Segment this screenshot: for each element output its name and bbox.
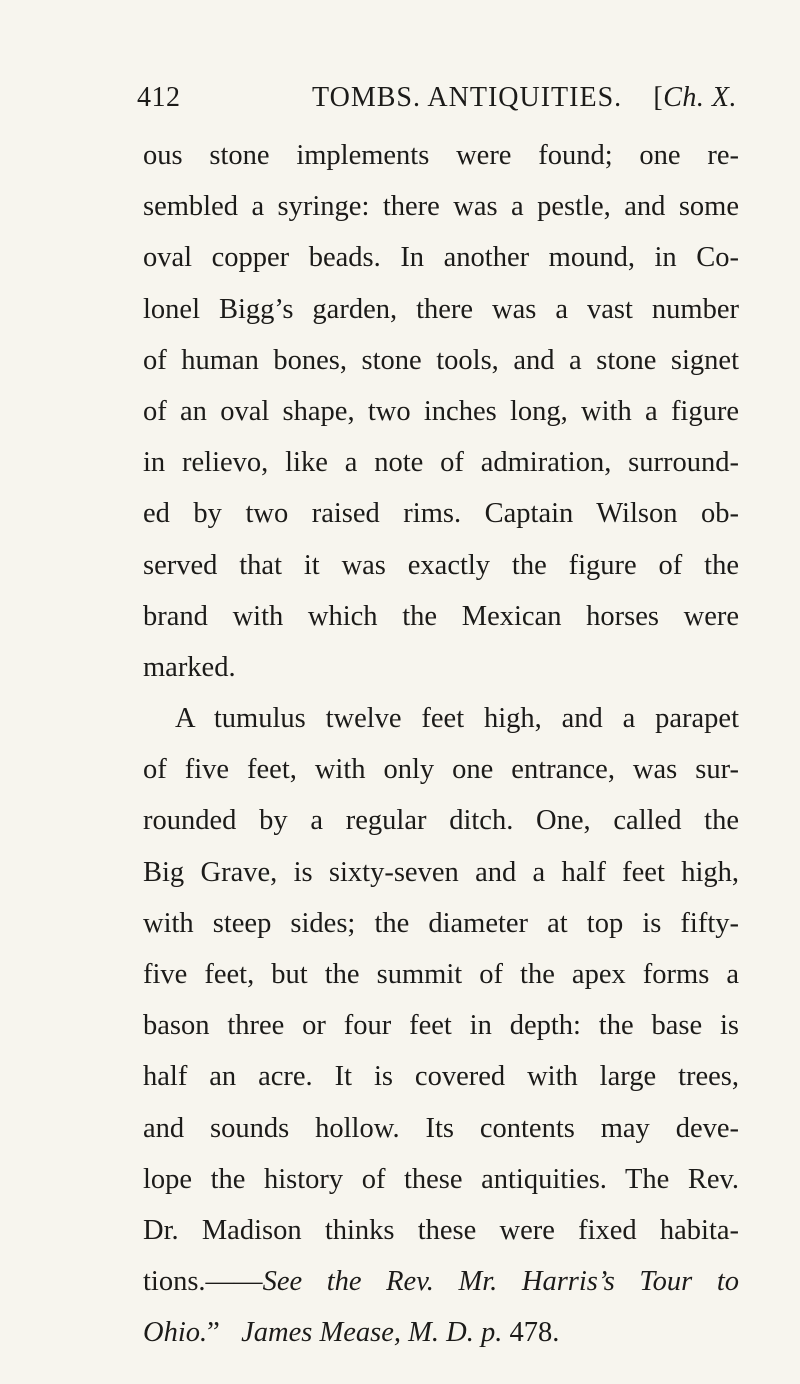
text-line: half an acre. It is covered with large trees, <box>143 1061 739 1093</box>
text-line: oval copper beads. In another mound, in Co- <box>143 242 739 274</box>
citation-lead: tions.—— <box>143 1266 263 1298</box>
text-line: Big Grave, is sixty-seven and a half feet high, <box>143 856 739 888</box>
text-line: sembled a syringe: there was a pestle, and some <box>143 191 739 223</box>
text-line: lope the history of these antiquities. The Rev. <box>143 1163 739 1195</box>
text-line: rounded by a regular ditch. One, called the <box>143 805 739 837</box>
citation-title: Ohio. <box>143 1317 208 1349</box>
text-line: bason three or four feet in depth: the base is <box>143 1010 739 1042</box>
chapter-label: Ch. X. <box>663 82 737 113</box>
running-title: TOMBS. ANTIQUITIES. <box>312 82 623 113</box>
text-line: ed by two raised rims. Captain Wilson ob- <box>143 498 739 530</box>
citation-reference: See the Rev. Mr. Harris’s Tour to <box>262 1266 739 1298</box>
text-line: five feet, but the summit of the apex forms a <box>143 959 739 990</box>
page-number: 412 <box>137 82 181 113</box>
closing-quote: ” <box>207 1317 220 1349</box>
text-line-citation-end <box>143 1307 739 1358</box>
chapter-reference <box>653 76 737 120</box>
text-line: lonel Bigg’s garden, there was a vast number <box>143 293 739 325</box>
text-line: of human bones, stone tools, and a stone signet <box>143 344 739 376</box>
text-line: of five feet, with only one entrance, was sur- <box>143 754 739 786</box>
text-line: of an oval shape, two inches long, with a figure <box>143 395 739 427</box>
text-line: served that it was exactly the figure of the <box>143 549 739 581</box>
chapter-bracket: [ <box>653 82 664 113</box>
citation-page: 478. <box>509 1317 560 1349</box>
body-text <box>143 130 739 1359</box>
text-line-citation <box>143 1256 739 1307</box>
text-line: ous stone implements were found; one re- <box>143 140 739 171</box>
text-line-paragraph-end: marked. <box>143 651 236 683</box>
text-line: with steep sides; the diameter at top is fifty- <box>143 907 739 939</box>
text-line: brand with which the Mexican horses were <box>143 600 739 632</box>
citation-author: James Mease, M. D. p. <box>241 1317 503 1349</box>
running-head <box>137 76 737 120</box>
text-line: in relievo, like a note of admiration, surround- <box>143 447 739 479</box>
text-line: Dr. Madison thinks these were fixed habita- <box>143 1214 739 1246</box>
text-line-paragraph-start: A tumulus twelve feet high, and a parapet <box>175 703 739 735</box>
text-line: and sounds hollow. Its contents may deve- <box>143 1112 739 1144</box>
